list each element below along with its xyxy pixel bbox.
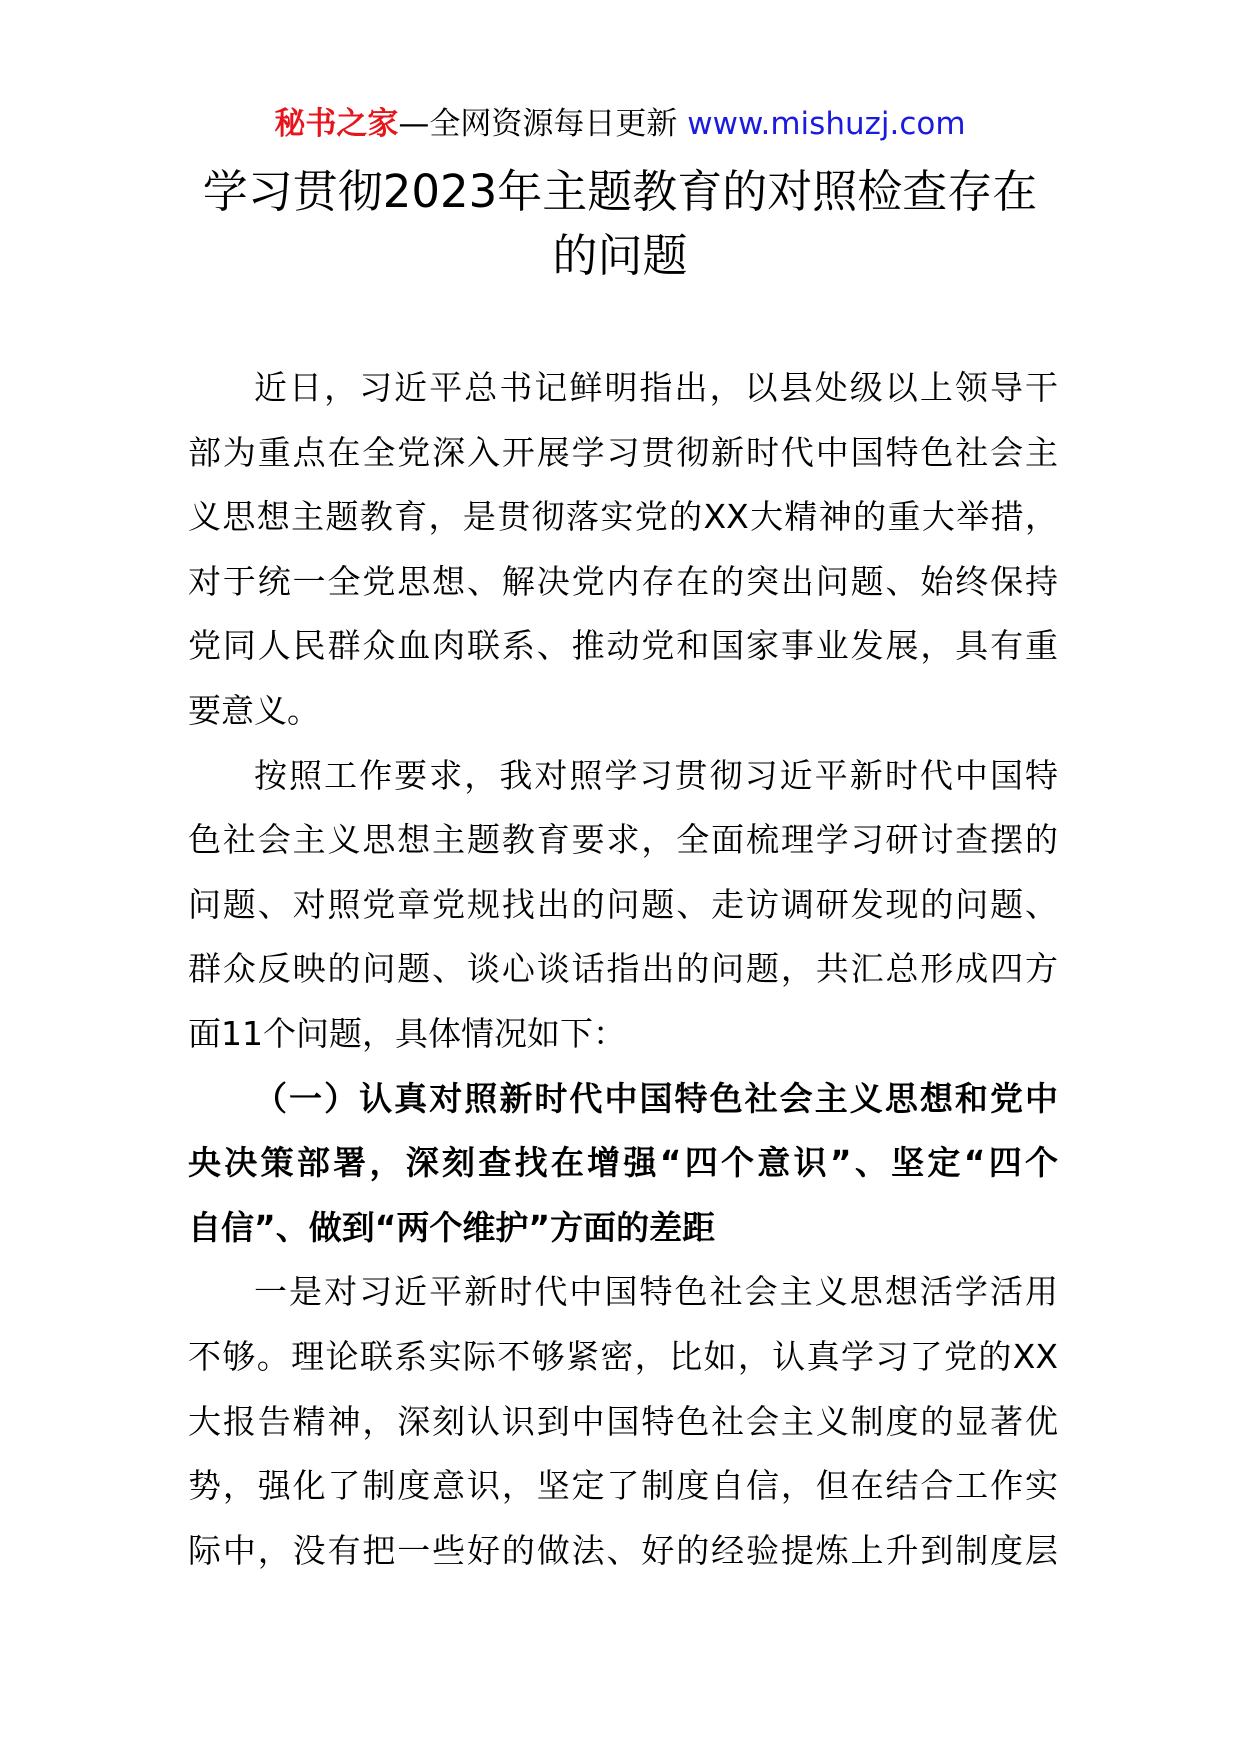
heading-line: 自信”、做到“两个维护”方面的差距 <box>188 1207 716 1247</box>
text-line: 党同人民群众血肉联系、推动党和国家事业发展，具有重 <box>188 626 1058 666</box>
text-line: 近日，习近平总书记鲜明指出，以县处级以上领导干 <box>254 368 1058 407</box>
text-line: 色社会主义思想主题教育要求，全面梳理学习研讨查摆的 <box>188 820 1058 860</box>
document-body <box>188 356 1058 1583</box>
site-banner <box>0 104 1240 144</box>
text-line: 大报告精神，深刻认识到中国特色社会主义制度的显著优 <box>188 1401 1058 1441</box>
paragraph-point-1 <box>188 1260 1058 1583</box>
text-line: 问题、对照党章党规找出的问题、走访调研发现的问题、 <box>188 884 1058 924</box>
text-line: 不够。理论联系实际不够紧密，比如，认真学习了党的XX <box>188 1336 1058 1376</box>
text-line: 对于统一全党思想、解决党内存在的突出问题、始终保持 <box>188 561 1058 601</box>
section-heading-1 <box>188 1067 1058 1261</box>
paragraph-intro <box>188 356 1058 744</box>
document-title <box>120 160 1120 288</box>
text-line: 要意义。 <box>188 690 320 730</box>
text-line: 按照工作要求，我对照学习贯彻习近平新时代中国特 <box>254 755 1058 795</box>
paragraph-requirements <box>188 744 1058 1067</box>
text-line: 际中，没有把一些好的做法、好的经验提炼上升到制度层 <box>188 1530 1058 1570</box>
text-line: 部为重点在全党深入开展学习贯彻新时代中国特色社会主 <box>188 432 1058 472</box>
title-line: 学习贯彻2023年主题教育的对照检查存在 <box>202 165 1038 218</box>
text-line: 群众反映的问题、谈心谈话指出的问题，共汇总形成四方 <box>188 949 1058 989</box>
text-line: 一是对习近平新时代中国特色社会主义思想活学活用 <box>254 1272 1058 1312</box>
banner-slogan: —全网资源每日更新 <box>398 106 678 142</box>
banner-url[interactable]: www.mishuzj.com <box>687 106 966 142</box>
text-line: 面11个问题，具体情况如下： <box>188 1013 626 1053</box>
text-line: 势，强化了制度意识，坚定了制度自信，但在结合工作实 <box>188 1466 1058 1506</box>
text-line: 义思想主题教育，是贯彻落实党的XX大精神的重大举措， <box>188 497 1058 537</box>
heading-line: 央决策部署，深刻查找在增强“四个意识”、坚定“四个 <box>188 1143 1058 1183</box>
heading-line: （一）认真对照新时代中国特色社会主义思想和党中 <box>254 1078 1058 1118</box>
brand-name: 秘书之家 <box>274 106 399 142</box>
title-line: 的问题 <box>552 229 688 282</box>
